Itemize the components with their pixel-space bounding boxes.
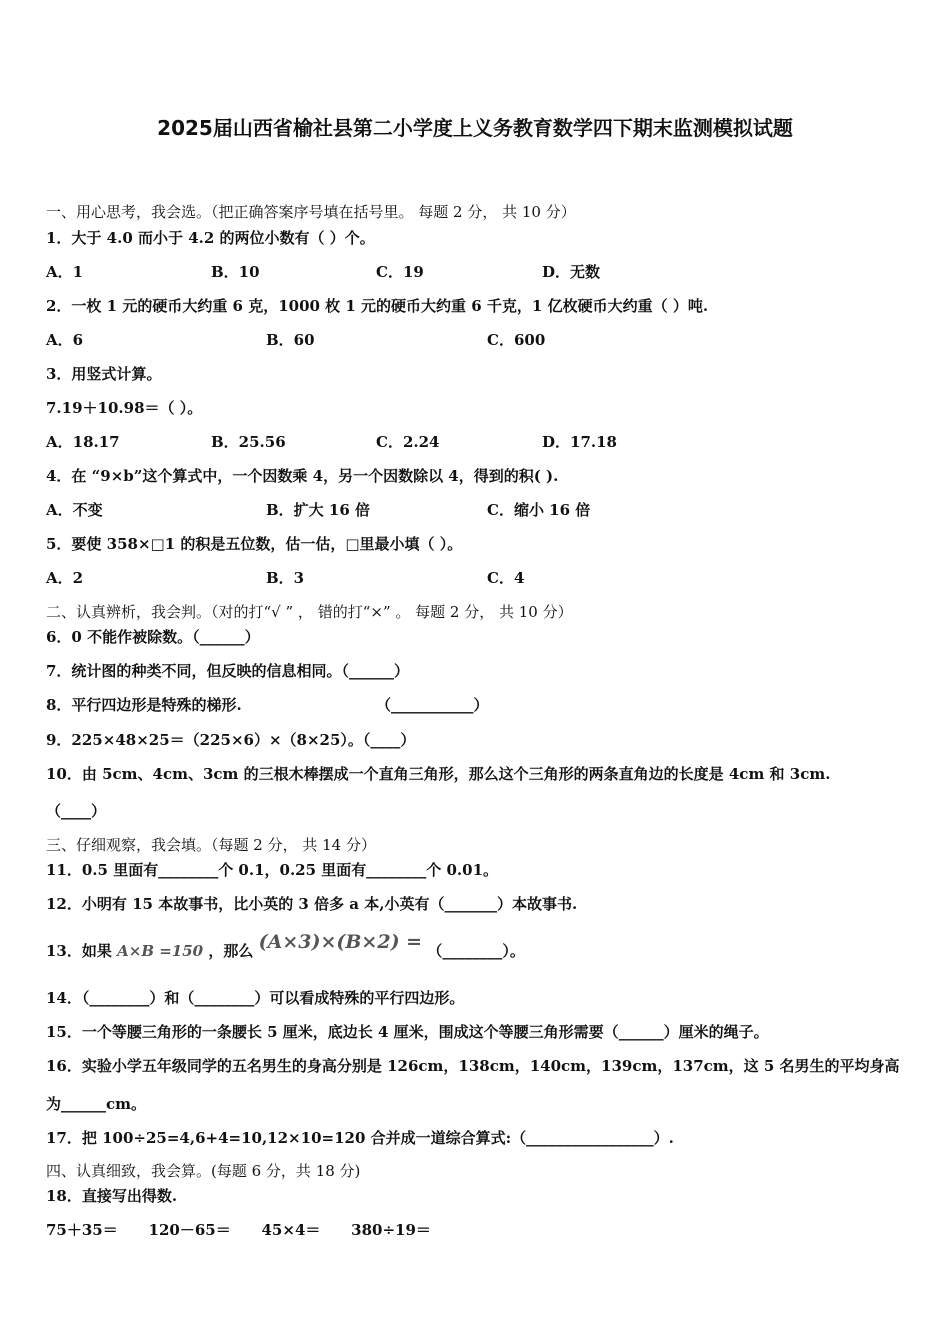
calc-item-4: 380÷19＝ [351,1221,431,1239]
exam-title: 2025届山西省榆社县第二小学度上义务教育数学四下期末监测模拟试题 [157,116,793,140]
question-15: 15．一个等腰三角形的一条腰长 5 厘米，底边长 4 厘米，围成这个等腰三角形需要（______）厘米的绳子。 [46,1023,769,1041]
calc-item-1: 75＋35＝ [46,1221,118,1239]
question-14: 14．（________）和（________）可以看成特殊的平行四边形。 [46,989,465,1007]
q3-option-a: A．18.17 [46,433,120,451]
question-3: 3．用竖式计算。 [46,365,162,383]
question-7: 7．统计图的种类不同，但反映的信息相同。（______） [46,662,409,680]
q2-option-a: A．6 [46,331,84,349]
q1-option-b: B．10 [211,263,260,281]
question-4: 4．在 “9×b”这个算式中，一个因数乘 4，另一个因数除以 4，得到的积( ). [46,467,559,485]
question-3-expression: 7.19＋10.98＝（ ）。 [46,399,203,417]
q1-option-c: C．19 [376,263,424,281]
question-1: 1．大于 4.0 而小于 4.2 的两位小数有（ ）个。 [46,229,375,247]
q2-option-c: C．600 [487,331,546,349]
q3-option-c: C．2.24 [376,433,440,451]
q5-option-c: C．4 [487,569,525,587]
question-18-calculations [46,1220,457,1240]
question-16-continued: 为______cm。 [46,1095,147,1113]
question-2: 2．一枚 1 元的硬币大约重 6 克，1000 枚 1 元的硬币大约重 6 千克，1 亿枚硬币大约重（ ）吨. [46,297,709,315]
q5-option-b: B．3 [266,569,305,587]
q4-option-c: C．缩小 16 倍 [487,501,591,519]
q13-blank: （________）。 [427,942,525,960]
question-17: 17．把 100÷25=4,6+4=10,12×10=120 合并成一道综合算式:（_________________）. [46,1129,674,1147]
question-10-blank: （____） [46,802,107,820]
section-3-heading: 三、仔细观察，我会填。（每题 2 分， 共 14 分） [46,836,376,854]
section-2-heading: 二、认真辨析，我会判。（对的打“√ ” ， 错的打“×” 。 每题 2 分， 共 10 分） [46,603,573,621]
question-10: 10．由 5cm、4cm、3cm 的三根木棒摆成一个直角三角形，那么这个三角形的两条直角边的长度是 4cm 和 3cm. [46,765,831,783]
question-8-blank: （___________） [376,696,489,714]
question-16: 16．实验小学五年级同学的五名男生的身高分别是 126cm，138cm，140cm，139cm，137cm，这 5 名男生的平均身高 [46,1057,900,1075]
q13-middle: ，那么 [208,942,254,960]
calc-item-2: 120－65＝ [148,1221,231,1239]
question-13 [46,931,525,961]
q13-formula-1: A×B =150 [117,942,204,960]
question-8-text: 8．平行四边形是特殊的梯形. [46,696,242,714]
question-9: 9．225×48×25＝（225×6）×（8×25）。（____） [46,731,416,749]
q13-prefix: 13．如果 [46,942,112,960]
question-18: 18．直接写出得数. [46,1187,178,1205]
q1-option-a: A．1 [46,263,84,281]
section-4-heading: 四、认真细致，我会算。(每题 6 分，共 18 分) [46,1162,361,1180]
question-6: 6．0 不能作被除数。（______） [46,628,260,646]
q2-option-b: B．60 [266,331,315,349]
q3-option-d: D．17.18 [542,433,617,451]
section-1-heading: 一、用心思考，我会选。（把正确答案序号填在括号里。 每题 2 分， 共 10 分） [46,203,576,221]
calc-item-3: 45×4＝ [261,1221,321,1239]
question-11: 11．0.5 里面有________个 0.1，0.25 里面有________个 0.01。 [46,861,499,879]
q5-option-a: A．2 [46,569,84,587]
question-8 [46,695,489,715]
q4-option-a: A．不变 [46,501,103,519]
q3-option-b: B．25.56 [211,433,286,451]
question-12: 12．小明有 15 本故事书，比小英的 3 倍多 a 本,小英有（_______）本故事书. [46,895,578,913]
q4-option-b: B．扩大 16 倍 [266,501,370,519]
q13-formula-2: (A×3)×(B×2) = [258,931,423,953]
question-5: 5．要使 358×□1 的积是五位数，估一估，□里最小填（ ）。 [46,535,463,553]
q1-option-d: D．无数 [542,263,601,281]
